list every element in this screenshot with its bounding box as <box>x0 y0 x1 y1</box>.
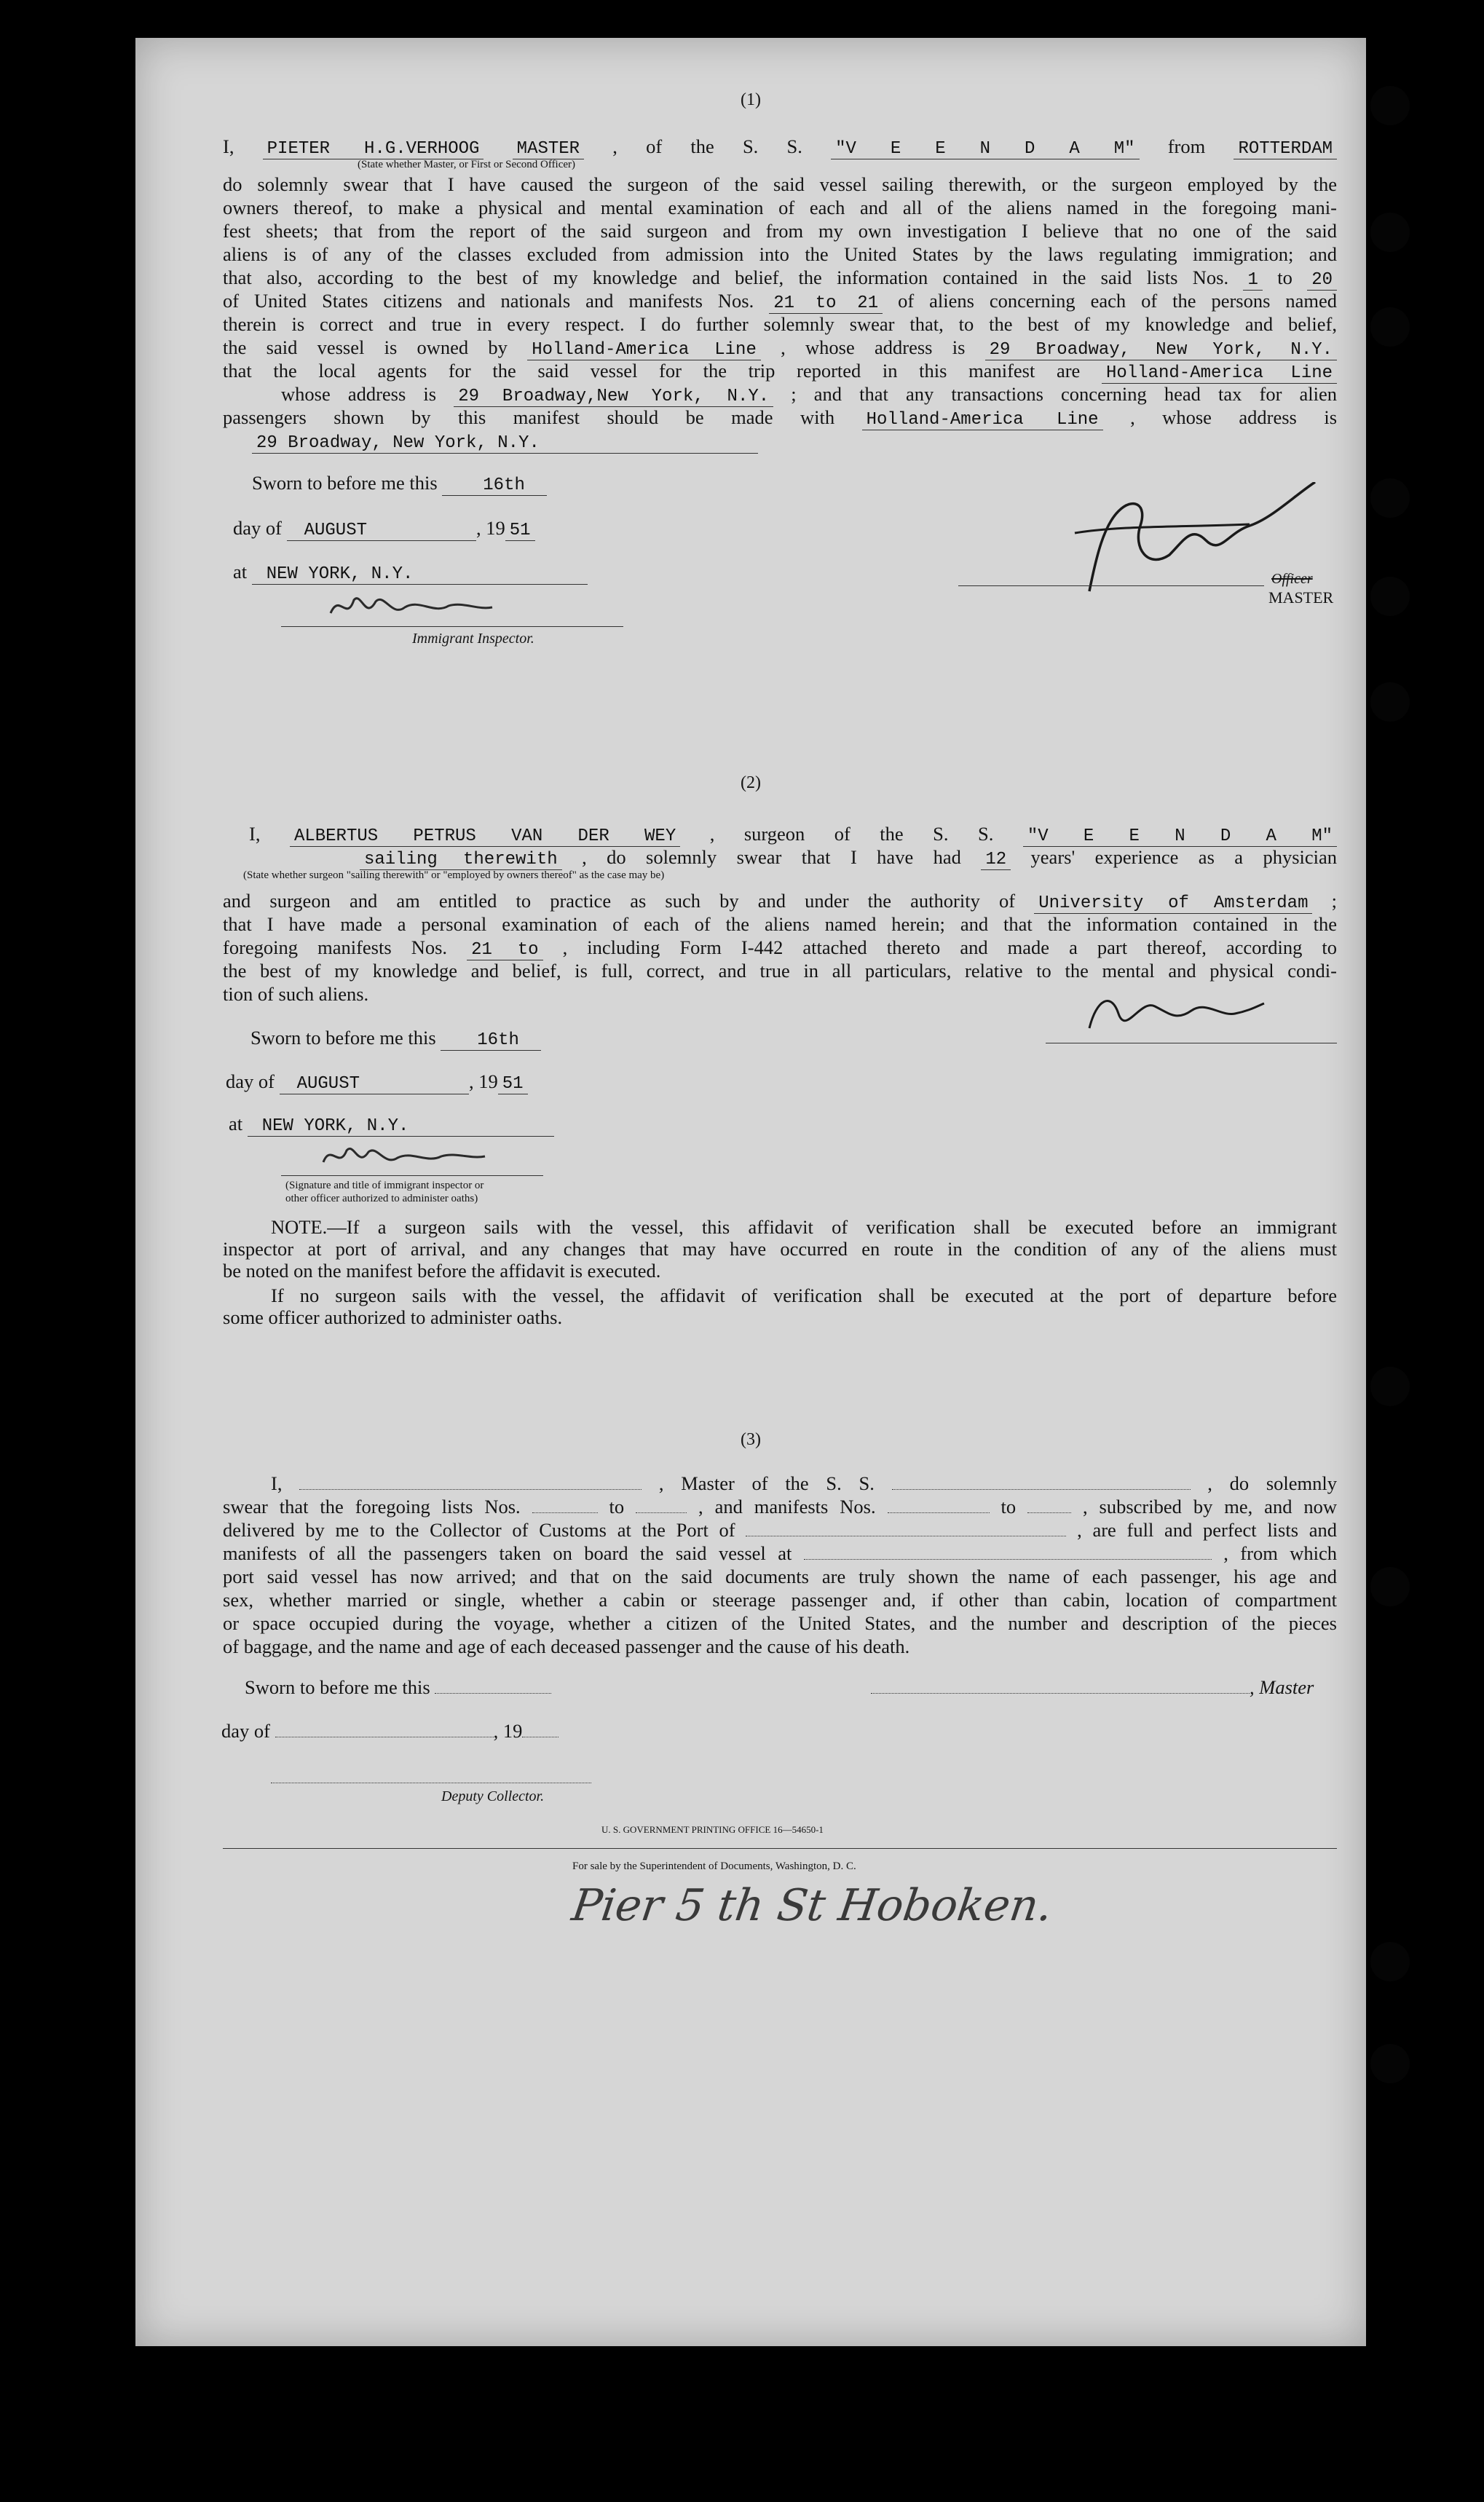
to-label: to <box>1277 267 1292 288</box>
punch-hole <box>1370 1367 1410 1406</box>
i-label: I, <box>223 135 234 157</box>
years-field[interactable]: 12 <box>981 850 1011 870</box>
note-line: NOTE.—If a surgeon sails with the vessel, this affidavit of verification shall be executed before an immigrant <box>271 1216 1337 1238</box>
foregoing-text: foregoing manifests Nos. <box>223 936 448 958</box>
place-row-1 <box>233 561 588 585</box>
swear-lists-text: swear that the foregoing lists Nos. <box>223 1496 521 1518</box>
deputy-label: Deputy Collector. <box>441 1788 545 1804</box>
at-label: at <box>229 1113 243 1134</box>
tax-address-row <box>252 430 758 454</box>
surgeon-line <box>249 823 1337 848</box>
to-label: to <box>1000 1496 1017 1518</box>
owner-line <box>223 336 1337 361</box>
month-field[interactable]: AUGUST <box>287 521 476 541</box>
of-ss-label: , of the S. S. <box>612 135 802 157</box>
note-line: be noted on the manifest before the affidavit is executed. <box>223 1260 661 1282</box>
tax-address-field[interactable]: 29 Broadway, New York, N.Y. <box>252 433 758 454</box>
master-label: MASTER <box>1268 588 1334 607</box>
manifest-page <box>135 38 1366 2346</box>
sworn-day-field[interactable]: 16th <box>442 475 547 496</box>
date-row-2 <box>226 1070 528 1095</box>
delivered-line <box>223 1519 1337 1541</box>
month-field-2[interactable]: AUGUST <box>280 1074 469 1094</box>
address-label: , whose address is <box>1130 406 1338 428</box>
agents-label: that the local agents for the said vessel for the trip reported in this manifest are <box>223 360 1081 382</box>
year-field[interactable]: 51 <box>505 521 535 541</box>
to-label: to <box>609 1496 625 1518</box>
port-blank[interactable] <box>746 1521 1066 1536</box>
and-manifests-text: , and manifests Nos. <box>698 1496 876 1518</box>
inspector-label: Immigrant Inspector. <box>412 631 534 647</box>
sale-line: For sale by the Superintendent of Documents, Washington, D. C. <box>572 1860 856 1872</box>
manifests-to-blank[interactable] <box>1027 1498 1071 1513</box>
master-title-field[interactable]: MASTER <box>513 139 584 159</box>
swear-text: , do solemnly swear that I have had <box>582 846 961 868</box>
owner-address-field[interactable]: 29 Broadway, New York, N.Y. <box>985 340 1337 360</box>
month-blank[interactable] <box>275 1722 494 1737</box>
sworn-label: Sworn to before me this <box>245 1676 430 1698</box>
lists-line-3 <box>223 1496 1337 1518</box>
year-blank[interactable] <box>522 1722 559 1737</box>
tax-line <box>223 406 1337 431</box>
note-line: inspector at port of arrival, and any changes that may have occurred en route in the condition of any of the aliens must <box>223 1238 1337 1260</box>
place-field-2[interactable]: NEW YORK, N.Y. <box>248 1116 555 1137</box>
handwritten-note: Pier 5 th St Hoboken. <box>569 1880 1056 1931</box>
master-signature-blank[interactable] <box>871 1678 1250 1694</box>
sworn-row-2 <box>250 1027 541 1051</box>
manifests-text: of United States citizens and nationals and manifests Nos. <box>223 290 754 312</box>
do-solemnly-text: , do solemnly <box>1207 1472 1338 1494</box>
punch-hole <box>1370 1942 1410 1981</box>
manifests-all-text: manifests of all the passengers taken on board the said vessel at <box>223 1542 792 1564</box>
body-line: of baggage, and the name and age of each deceased passenger and the cause of his death. <box>223 1635 910 1657</box>
sig-note-2: other officer authorized to administer oaths) <box>285 1193 478 1204</box>
manifests-all-line <box>223 1542 1337 1564</box>
lists-line <box>223 267 1337 291</box>
punch-hole <box>1370 307 1410 347</box>
officer-label: Officer <box>1271 571 1313 587</box>
place-row-2 <box>229 1113 554 1137</box>
sworn-row-1 <box>252 472 547 497</box>
body-line: or space occupied during the voyage, whether a citizen of the United States, and the number and description of the pieces <box>223 1612 1337 1634</box>
foregoing-line <box>223 936 1337 961</box>
day-of-label: day of <box>233 517 282 539</box>
at-label: at <box>233 561 248 583</box>
state-master-note: (State whether Master, or First or Second Officer) <box>358 159 576 170</box>
i-label: I, <box>271 1472 283 1494</box>
agents-field[interactable]: Holland-America Line <box>1102 363 1337 384</box>
punch-hole <box>1370 1567 1410 1606</box>
ship-name-blank[interactable] <box>892 1475 1191 1490</box>
footer-rule <box>223 1848 1337 1849</box>
owner-field[interactable]: Holland-America Line <box>527 340 761 360</box>
surgeon-name-field[interactable]: ALBERTUS PETRUS VAN DER WEY <box>290 826 680 847</box>
subscribed-text: , subscribed by me, and now <box>1082 1496 1338 1518</box>
sworn-label: Sworn to before me this <box>250 1027 436 1049</box>
tax-party-field[interactable]: Holland-America Line <box>862 410 1103 430</box>
manifests-line <box>223 290 1337 315</box>
lists-to-field[interactable]: 20 <box>1307 270 1337 291</box>
from-label: from <box>1167 135 1206 157</box>
body-line: owners thereof, to make a physical and mental examination of each and all of the aliens named in the foregoing mani- <box>223 197 1337 218</box>
master-sign-row-3 <box>871 1676 1314 1698</box>
day-of-label: day of <box>226 1070 275 1092</box>
place-field[interactable]: NEW YORK, N.Y. <box>252 564 588 585</box>
body-line: therein is correct and true in every respect. I do further solemnly swear that, to the best of my knowledge and belief, <box>223 313 1337 335</box>
lists-from-field[interactable]: 1 <box>1243 270 1262 291</box>
agents-address-field[interactable]: 29 Broadway,New York, N.Y. <box>454 387 773 407</box>
foregoing-text-end: , including Form I-442 attached thereto and made a part thereof, according to <box>562 936 1338 958</box>
punch-hole <box>1370 2044 1410 2083</box>
date-row-3 <box>221 1720 559 1742</box>
body-line: tion of such aliens. <box>223 983 369 1005</box>
sailing-field[interactable]: sailing therewith <box>360 850 562 870</box>
body-line: aliens is of any of the classes excluded from admission into the United States by the laws regulating immigration; and <box>223 243 1337 265</box>
transactions-text: ; and that any transactions concerning head tax for alien <box>791 383 1338 405</box>
surgeon-signature <box>1082 984 1330 1043</box>
punch-hole <box>1370 478 1410 518</box>
note-line: some officer authorized to administer oaths. <box>223 1306 563 1328</box>
year-prefix: , 19 <box>493 1720 523 1742</box>
agents-line <box>223 360 1337 384</box>
gpo-imprint: U. S. GOVERNMENT PRINTING OFFICE 16—54650-1 <box>601 1824 824 1835</box>
state-surgeon-note: (State whether surgeon "sailing therewith" or "employed by owners thereof" as the case may be) <box>243 869 665 881</box>
section-2-number: (2) <box>741 773 761 792</box>
passengers-text: passengers shown by this manifest should be made with <box>223 406 835 428</box>
manifests-text-end: of aliens concerning each of the persons named <box>898 290 1338 312</box>
master-label: , Master <box>1250 1676 1314 1698</box>
inspector-signature <box>325 585 631 629</box>
sailing-line <box>360 846 1337 871</box>
sworn-row-3 <box>245 1676 551 1698</box>
surgeon-of-label: , surgeon of the S. S. <box>709 823 994 845</box>
date-row-1 <box>233 517 535 542</box>
manifests-from-blank[interactable] <box>888 1498 990 1513</box>
inspector-signature-line-2 <box>281 1175 543 1176</box>
body-line: port said vessel has now arrived; and that on the said documents are truly shown the name of each passenger, his age and <box>223 1566 1337 1587</box>
inspector-signature-line <box>281 626 623 627</box>
full-perfect-text: , are full and perfect lists and <box>1077 1519 1338 1541</box>
master-of-label: , Master of the S. S. <box>658 1472 875 1494</box>
master-name-field[interactable]: PIETER H.G.VERHOOG <box>263 139 484 159</box>
owned-by-label: the said vessel is owned by <box>223 336 508 358</box>
year-field-2[interactable]: 51 <box>498 1074 528 1094</box>
years-exp-text: years' experience as a physician <box>1030 846 1338 868</box>
punch-hole <box>1370 86 1410 125</box>
ship-name-field-2[interactable]: "V E E N D A M" <box>1023 826 1337 847</box>
inspector-signature-2 <box>317 1137 536 1174</box>
sworn-day-field-2[interactable]: 16th <box>441 1030 541 1051</box>
lists-from-blank[interactable] <box>532 1498 598 1513</box>
authority-line: and surgeon and am entitled to practice as such by and under the authority of University of Amsterdam ; <box>223 890 1337 913</box>
punch-hole <box>1370 213 1410 252</box>
section-3-number: (3) <box>741 1430 761 1449</box>
master-line-3 <box>271 1472 1337 1494</box>
authority-field[interactable]: University of Amsterdam <box>1034 893 1312 914</box>
year-prefix: , 19 <box>469 1070 498 1092</box>
master-declaration-line <box>223 135 1337 160</box>
manifests-nos-field[interactable]: 21 to 21 <box>769 293 883 314</box>
manifests-field-2[interactable]: 21 to <box>467 940 542 960</box>
authority-text: and surgeon and am entitled to practice as such by and under the authority of <box>223 890 1016 912</box>
port-taken-blank[interactable] <box>804 1544 1212 1560</box>
sworn-day-blank[interactable] <box>435 1678 551 1694</box>
i-label: I, <box>249 823 261 845</box>
note-line: If no surgeon sails with the vessel, the affidavit of verification shall be executed at the port of departure before <box>271 1284 1337 1306</box>
lists-text: that also, according to the best of my knowledge and belief, the information contained in the said lists Nos. <box>223 267 1229 288</box>
address-label: whose address is <box>281 383 437 405</box>
master-name-blank[interactable] <box>299 1475 642 1490</box>
body-line: that I have made a personal examination of each of the aliens named herein; and that the information contained in the <box>223 913 1337 935</box>
section-1-number: (1) <box>741 90 761 109</box>
from-which-text: , from which <box>1223 1542 1338 1564</box>
sworn-label: Sworn to before me this <box>252 472 438 494</box>
body-line: do solemnly swear that I have caused the surgeon of the said vessel sailing therewith, or the surgeon employed by the <box>223 173 1337 195</box>
year-prefix: , 19 <box>476 517 505 539</box>
address-label: , whose address is <box>781 336 966 358</box>
lists-to-blank[interactable] <box>636 1498 687 1513</box>
sig-note-1: (Signature and title of immigrant inspector or <box>285 1180 484 1191</box>
ship-name-field[interactable]: "V E E N D A M" <box>831 139 1139 159</box>
delivered-text: delivered by me to the Collector of Customs at the Port of <box>223 1519 735 1541</box>
day-of-label: day of <box>221 1720 270 1742</box>
punch-hole <box>1370 682 1410 722</box>
punch-hole <box>1370 577 1410 616</box>
body-line: sex, whether married or single, whether a cabin or steerage passenger and, if other than cabin, location of compartment <box>223 1589 1337 1611</box>
body-line: fest sheets; that from the report of the said surgeon and from my own investigation I believe that no one of the said <box>223 220 1337 242</box>
port-from-field[interactable]: ROTTERDAM <box>1234 139 1337 159</box>
body-line: the best of my knowledge and belief, is full, correct, and true in all particulars, relative to the mental and physical condi- <box>223 960 1337 982</box>
master-signature-line <box>958 585 1264 586</box>
agents-address-line <box>281 383 1337 408</box>
